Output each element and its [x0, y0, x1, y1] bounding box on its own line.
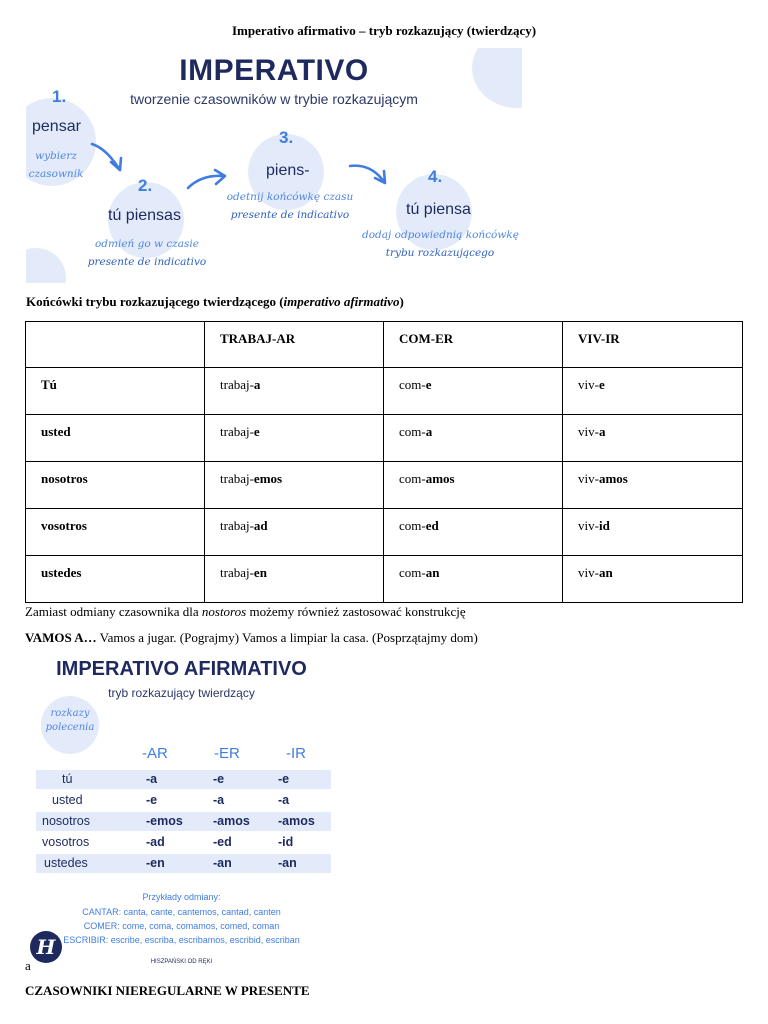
table-cell: trabaj-a	[205, 368, 384, 415]
step3-word: piens-	[266, 162, 310, 179]
table-cell: com-ed	[384, 509, 563, 556]
figure-imperativo-steps	[26, 48, 522, 283]
list-item: usted -e -a -a	[52, 793, 290, 807]
pronoun-cell: ustedes	[26, 556, 205, 603]
table-header-row	[26, 322, 743, 368]
table-cell: trabaj-emos	[205, 462, 384, 509]
vamos-a-paragraph: VAMOS A… Vamos a jugar. (Pograjmy) Vamos a limpiar la casa. (Posprzątajmy dom)	[25, 630, 478, 645]
table-cell: viv-an	[563, 556, 743, 603]
step3-note: odetnij końcówkę czasu presente de indicativo	[226, 191, 354, 221]
table-row	[26, 462, 743, 509]
step2-note: odmień go w czasie presente de indicativo	[87, 238, 207, 268]
col-header-ir: -IR	[286, 745, 306, 762]
table-cell: viv-e	[563, 368, 743, 415]
table-cell: viv-a	[563, 415, 743, 462]
table-header-cell	[26, 322, 205, 368]
step4-number: 4.	[428, 167, 443, 186]
table-cell: com-a	[384, 415, 563, 462]
nosotros-note-paragraph: Zamiast odmiany czasownika dla nostoros możemy również zastosować konstrukcję	[25, 604, 466, 619]
step-arrows	[26, 48, 522, 283]
table-header-cell: VIV-IR	[563, 322, 743, 368]
brand-logo-icon: H	[30, 931, 62, 963]
pronoun-cell: Tú	[26, 368, 205, 415]
table-header-cell: TRABAJ-AR	[205, 322, 384, 368]
example-line: CANTAR: canta, cante, cantemos, cantad, canten	[82, 907, 281, 917]
table-row	[26, 556, 743, 603]
pronoun-cell: nosotros	[26, 462, 205, 509]
list-item: tú -a -e -e	[36, 770, 331, 789]
pronoun-cell: usted	[26, 415, 205, 462]
table-cell: com-e	[384, 368, 563, 415]
pronoun-cell: vosotros	[26, 509, 205, 556]
table-header-cell: COM-ER	[384, 322, 563, 368]
endings-section-heading: Końcówki trybu rozkazującego twierdzącego (imperativo afirmativo)	[26, 294, 404, 309]
irregular-verbs-heading: CZASOWNIKI NIEREGULARNE W PRESENTE	[25, 983, 310, 998]
table-cell: trabaj-en	[205, 556, 384, 603]
examples-title: Przykłady odmiany:	[142, 892, 221, 902]
stray-text: a	[25, 958, 31, 973]
step1-note: wybierz czasownik	[28, 150, 84, 180]
example-line: COMER: come, coma, comamos, comed, coman	[83, 921, 280, 931]
step4-note: dodaj odpowiednią końcówkę trybu rozkazującego	[362, 229, 519, 259]
col-header-ar: -AR	[142, 745, 168, 762]
step3-number: 3.	[279, 128, 294, 147]
list-item: vosotros -ad -ed -id	[42, 835, 294, 849]
step4-word: tú piensa	[406, 201, 471, 218]
step1-word: pensar	[32, 118, 81, 135]
table-cell: com-an	[384, 556, 563, 603]
table-row	[26, 368, 743, 415]
figure2-footer: HISZPAŃSKI OD RĘKI	[150, 959, 213, 965]
step2-word: tú piensas	[108, 207, 181, 224]
table-cell: trabaj-e	[205, 415, 384, 462]
document-title: Imperativo afirmativo – tryb rozkazujący (twierdzący)	[231, 23, 537, 38]
endings-table	[25, 321, 743, 603]
list-item: ustedes -en -an -an	[36, 854, 331, 873]
figure2-subtitle: tryb rozkazujący twierdzący	[108, 686, 255, 700]
table-row	[26, 509, 743, 556]
list-item: nosotros -emos -amos -amos	[36, 812, 331, 831]
table-cell: viv-id	[563, 509, 743, 556]
col-header-er: -ER	[214, 745, 240, 762]
example-line: ESCRIBIR: escribe, escriba, escribamos, escribid, escriban	[63, 935, 300, 945]
table-cell: com-amos	[384, 462, 563, 509]
figure-imperativo-afirmativo	[30, 655, 333, 970]
step1-number: 1.	[52, 87, 67, 106]
figure2-title: IMPERATIVO AFIRMATIVO	[56, 658, 307, 680]
figure1-subtitle: tworzenie czasowników w trybie rozkazującym	[130, 91, 418, 107]
figure1-title: IMPERATIVO	[179, 54, 369, 87]
step2-number: 2.	[138, 176, 153, 195]
table-cell: viv-amos	[563, 462, 743, 509]
table-row	[26, 415, 743, 462]
table-cell: trabaj-ad	[205, 509, 384, 556]
bubble-text: rozkazy polecenia	[45, 708, 95, 733]
